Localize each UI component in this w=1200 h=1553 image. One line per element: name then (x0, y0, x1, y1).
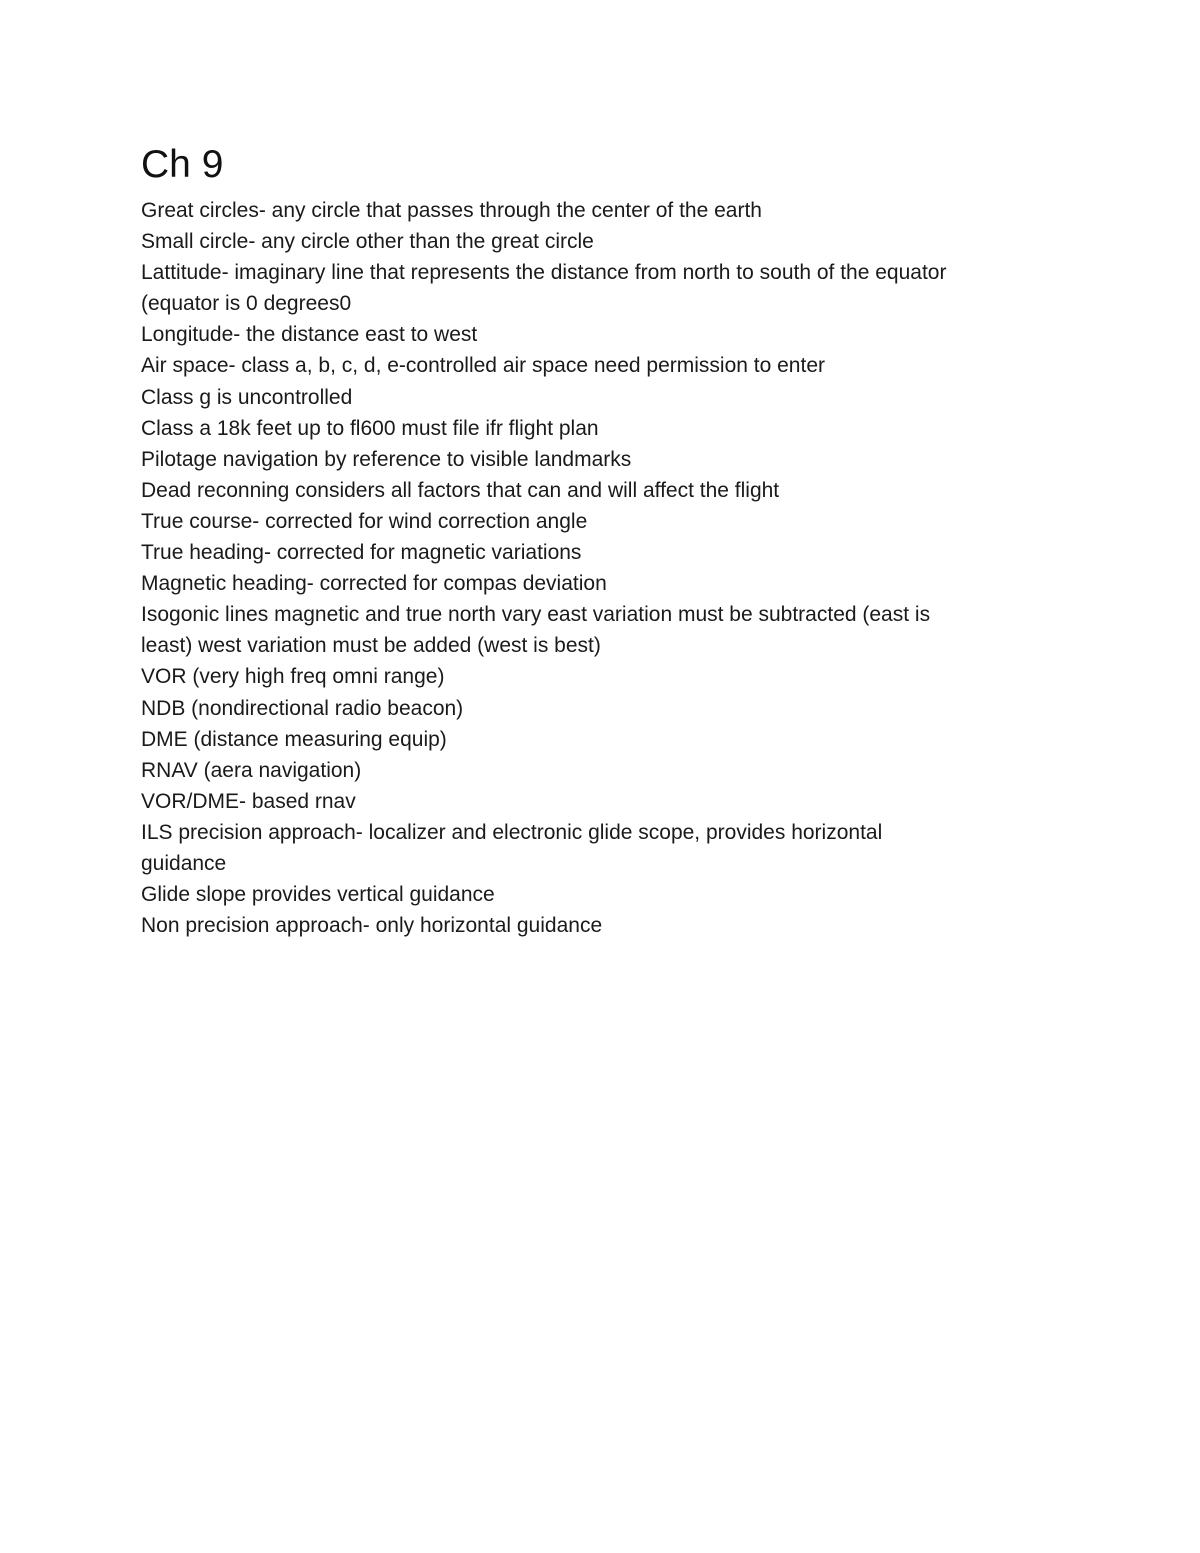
note-line: Magnetic heading- corrected for compas deviation (141, 572, 607, 596)
note-line: Small circle- any circle other than the great circle (141, 230, 594, 254)
note-line: Class g is uncontrolled (141, 385, 353, 409)
note-line: NDB (nondirectional radio beacon) (141, 696, 464, 720)
note-line: Great circles- any circle that passes through the center of the earth (141, 199, 762, 222)
note-line: Class a 18k feet up to fl600 must file ifr flight plan (141, 416, 599, 440)
page-content (141, 140, 1071, 941)
note-line: Isogonic lines magnetic and true north vary east variation must be subtracted (east is (141, 603, 931, 627)
note-line: Air space- class a, b, c, d, e-controlled air space need permission to enter (141, 354, 825, 378)
note-line: Non precision approach- only horizontal guidance (141, 914, 603, 938)
note-line: VOR/DME- based rnav (141, 789, 356, 813)
note-line: least) west variation must be added (west is best) (141, 634, 601, 658)
note-line: (equator is 0 degrees0 (141, 292, 352, 316)
note-line: Pilotage navigation by reference to visible landmarks (141, 447, 632, 471)
note-line: Dead reconning considers all factors that can and will affect the flight (141, 478, 780, 502)
page-title: Ch 9 (141, 143, 224, 186)
note-line: guidance (141, 851, 227, 875)
note-line: Longitude- the distance east to west (141, 323, 478, 347)
note-line: True course- corrected for wind correction angle (141, 509, 588, 533)
note-line: RNAV (aera navigation) (141, 758, 362, 782)
note-line: Lattitude- imaginary line that represents the distance from north to south of the equator (141, 261, 947, 285)
note-line: True heading- corrected for magnetic variations (141, 541, 582, 565)
note-line: VOR (very high freq omni range) (141, 665, 445, 689)
note-line: DME (distance measuring equip) (141, 727, 447, 751)
note-line: ILS precision approach- localizer and electronic glide scope, provides horizontal (141, 820, 883, 844)
notes-list (141, 195, 1071, 941)
note-line: Glide slope provides vertical guidance (141, 883, 495, 907)
